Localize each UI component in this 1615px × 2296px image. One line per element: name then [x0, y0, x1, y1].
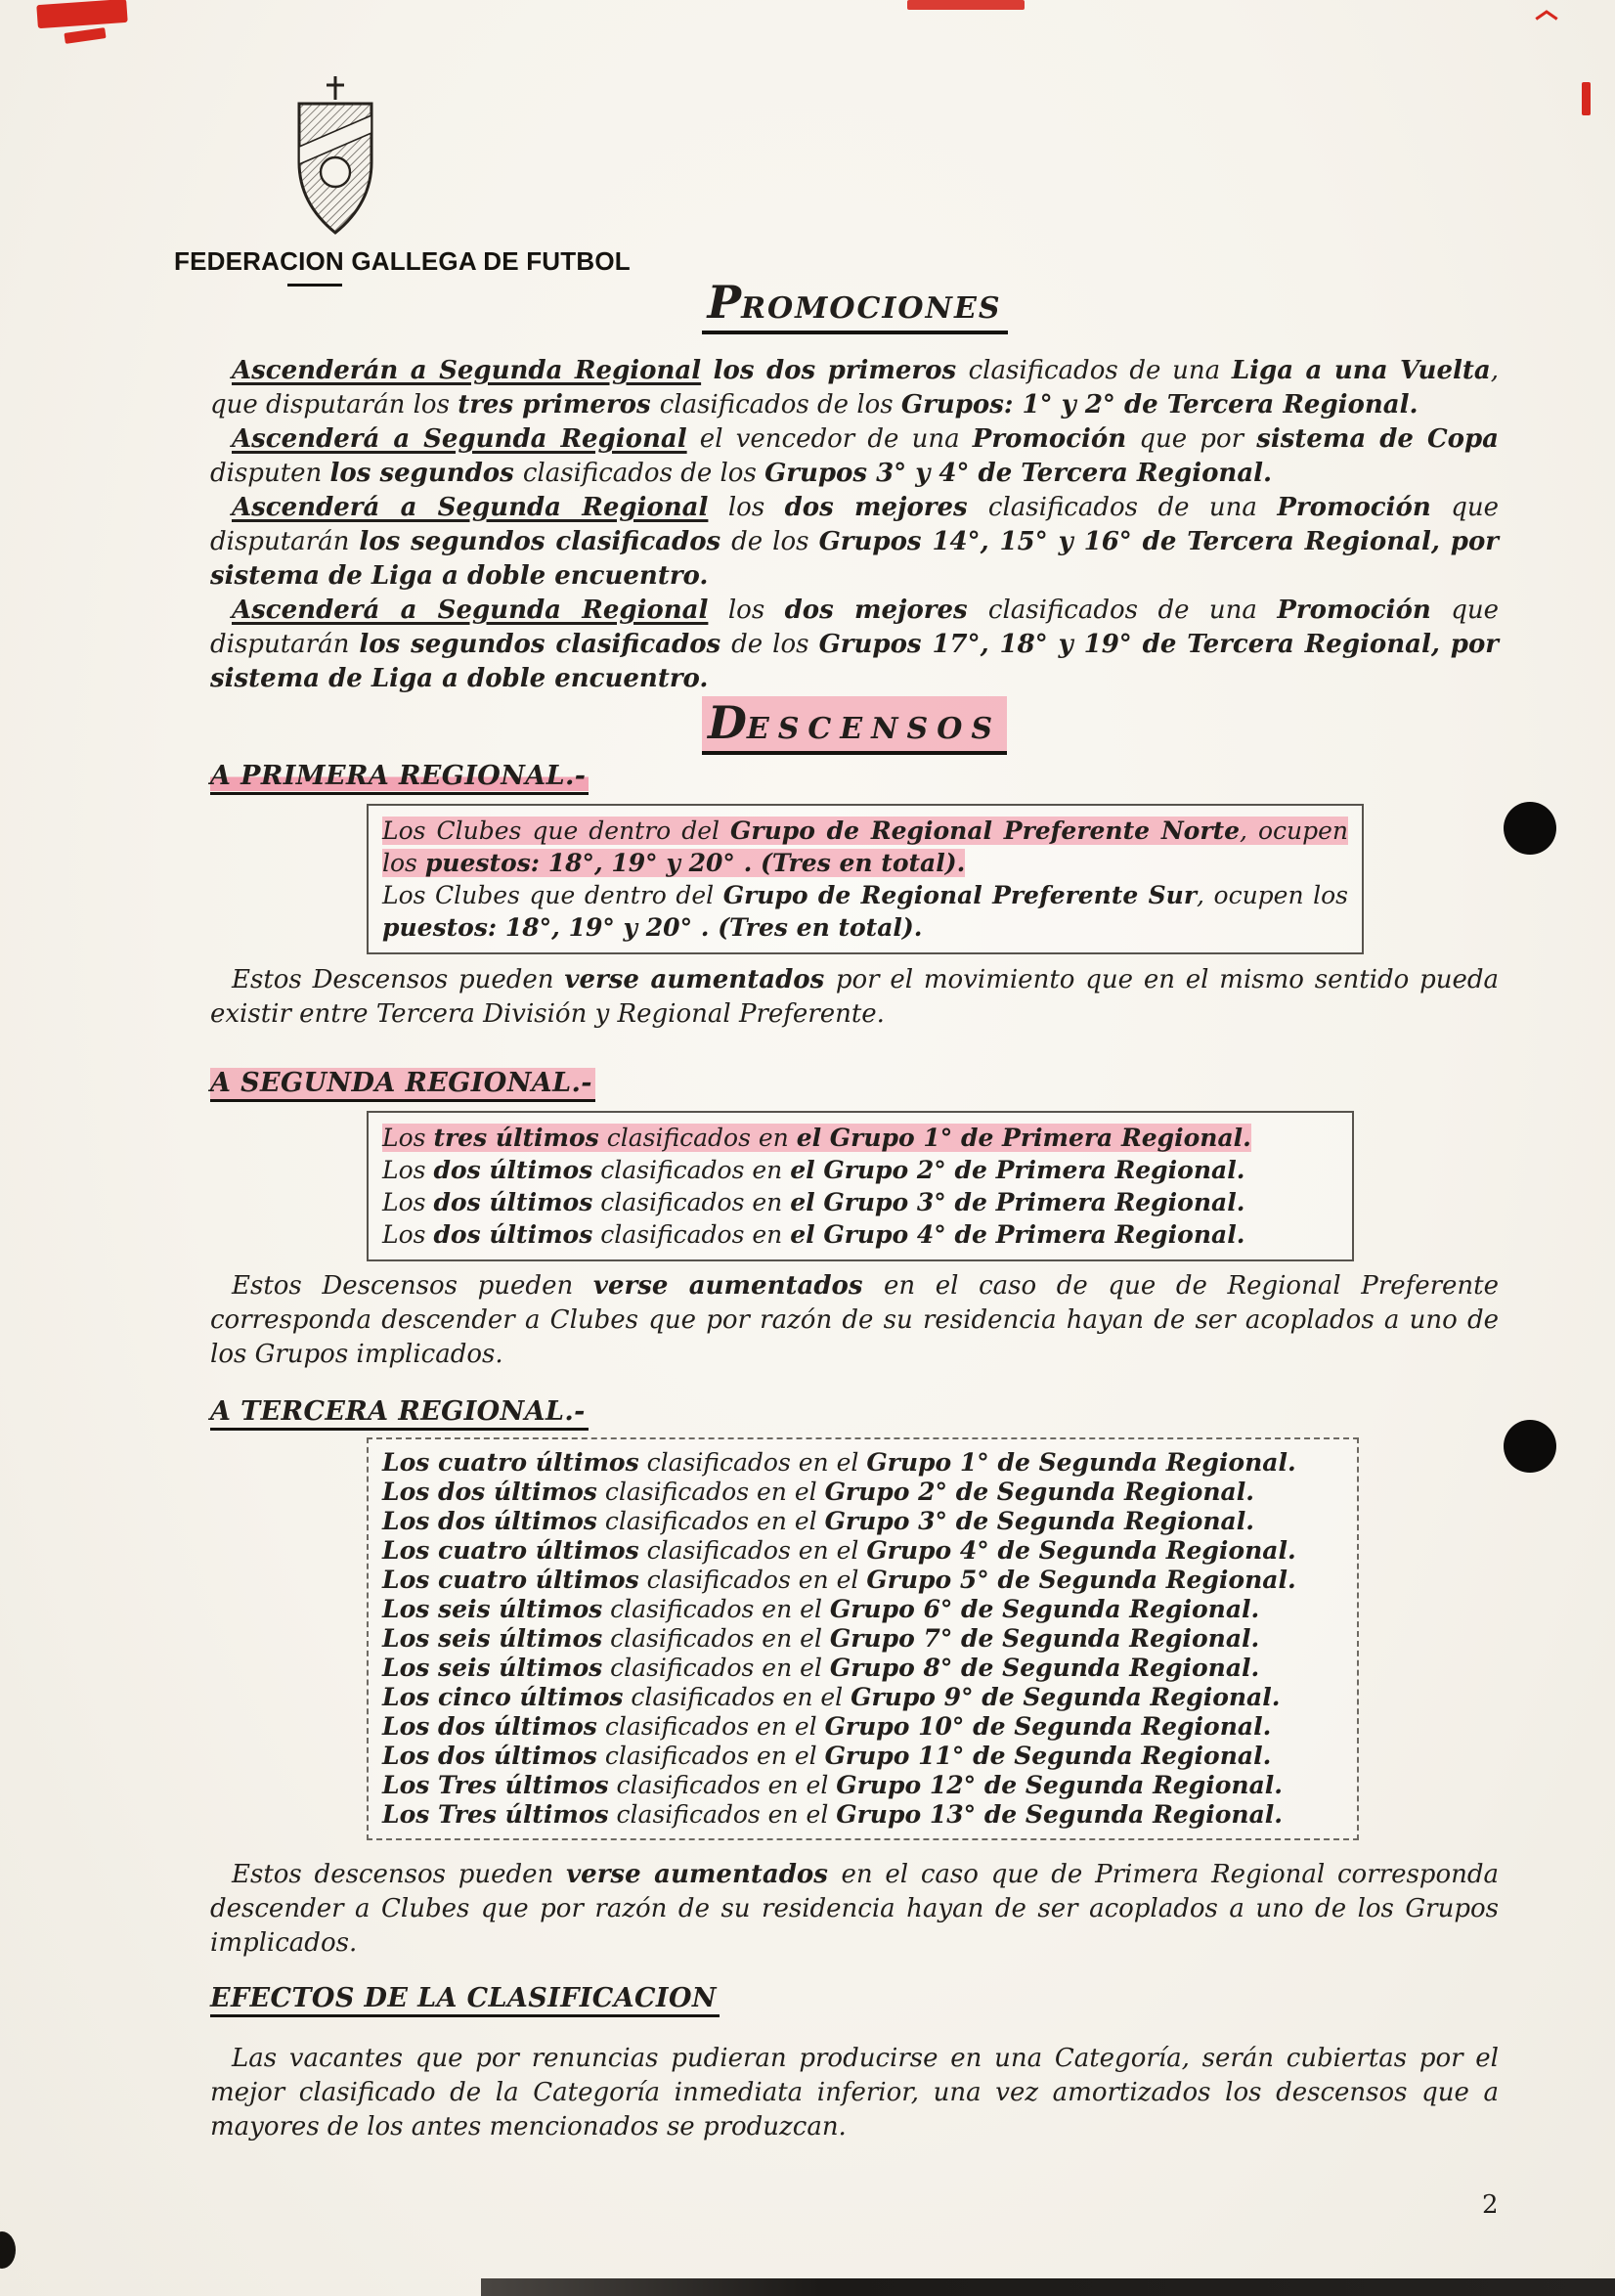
- text-segment: clasificados en el: [608, 1771, 837, 1799]
- text-segment: puestos: 18°, 19° y 20° . (Tres en total).: [424, 849, 966, 877]
- organization-name: FEDERACION GALLEGA DE FUTBOL: [174, 246, 631, 276]
- text-segment: , ocupen los: [1197, 881, 1349, 909]
- text-segment: clasificados en el: [602, 1624, 830, 1653]
- text-segment: sistema de Copa: [1256, 424, 1500, 454]
- text-segment: Grupos: 1° y 2° de Tercera Regional.: [900, 390, 1419, 419]
- text-segment: el Grupo 1° de Primera Regional.: [796, 1124, 1251, 1152]
- text-segment: los segundos clasificados: [359, 630, 732, 659]
- relegation-box-tercera: [367, 1437, 1359, 1840]
- text-segment: clasificados en: [598, 1124, 797, 1152]
- text-segment: los: [708, 596, 785, 625]
- title-initial: P: [707, 276, 742, 329]
- scan-mark-red: [36, 0, 127, 28]
- text-segment: Grupo 8° de Segunda Regional.: [829, 1654, 1260, 1682]
- text-segment: verse aumentados: [592, 1271, 884, 1301]
- text-segment: Ascenderá a Segunda Regional: [232, 493, 709, 522]
- relegation-rule-line: [382, 1800, 1343, 1830]
- hole-punch-dot: [1504, 802, 1556, 855]
- title-rest: ROMOCIONES: [741, 291, 1002, 326]
- text-segment: Grupos 14°, 15° y 16° de Tercera Regional, por sistema de Liga a doble encuentro.: [210, 527, 1499, 591]
- text-segment: Los dos últimos: [382, 1478, 597, 1506]
- text-segment: dos últimos: [433, 1156, 593, 1184]
- text-segment: Los cinco últimos: [382, 1683, 624, 1711]
- relegation-rule-line: [382, 1712, 1343, 1742]
- text-segment: Ascenderán a Segunda Regional: [232, 356, 702, 385]
- relegation-rule-line: [382, 1771, 1343, 1800]
- text-segment: clasificados en el: [602, 1595, 830, 1623]
- text-segment: clasificados en el: [608, 1800, 837, 1829]
- text-segment: en el caso de que de Regional Preferente corresponda descender a Clubes que por razón de su residencia hayan de ser acoplados a uno de los Grupos implicados.: [210, 1271, 1500, 1369]
- text-segment: clasificados de una: [987, 493, 1278, 522]
- text-segment: Grupo 2° de Segunda Regional.: [824, 1478, 1254, 1506]
- efectos-paragraph: [210, 2042, 1499, 2144]
- text-segment: Grupo 7° de Segunda Regional.: [829, 1624, 1260, 1653]
- text-segment: Los cuatro últimos: [382, 1566, 639, 1594]
- text-segment: dos últimos: [433, 1220, 593, 1249]
- text-segment: Grupo 9° de Segunda Regional.: [851, 1683, 1281, 1711]
- text-segment: el Grupo 4° de Primera Regional.: [790, 1220, 1245, 1249]
- heading-text: EFECTOS DE LA CLASIFICACION: [210, 1983, 720, 2017]
- text-segment: disputen: [210, 459, 330, 488]
- relegation-rule-line: [382, 815, 1348, 879]
- text-segment: clasificados en el: [638, 1448, 867, 1477]
- heading-efectos-clasificacion: [210, 1983, 1499, 2017]
- text-segment: Las vacantes que por renuncias pudieran producirse en una Categoría, serán cubiertas por el mejor clasificado de la Categoría inmediata inferior, una vez amortizados los descensos que a mayores de los antes mencionados se produzcan.: [210, 2044, 1499, 2141]
- text-segment: Los Clubes que dentro del: [382, 817, 731, 845]
- relegation-box-primera: [367, 804, 1364, 954]
- descensos-title: [210, 696, 1499, 755]
- text-segment: Grupo 13° de Segunda Regional.: [836, 1800, 1283, 1829]
- text-segment: que por: [1126, 424, 1257, 454]
- text-segment: Los Tres últimos: [382, 1800, 609, 1829]
- text-segment: clasificados en el: [638, 1536, 867, 1565]
- text-segment: Los Tres últimos: [382, 1771, 609, 1799]
- text-segment: Los dos últimos: [382, 1712, 597, 1741]
- text-segment: Los: [382, 1220, 434, 1249]
- relegation-rule-line: [382, 1507, 1343, 1536]
- relegation-note: [210, 963, 1499, 1032]
- text-segment: Grupos 3° y 4° de Tercera Regional.: [764, 459, 1273, 488]
- heading-a-segunda-regional: [210, 1068, 1499, 1102]
- text-segment: los segundos: [329, 459, 523, 488]
- text-segment: que disputarán: [210, 493, 1499, 556]
- text-segment: clasificados en: [592, 1156, 791, 1184]
- scan-mark-red: [64, 27, 106, 44]
- text-segment: Grupo 10° de Segunda Regional.: [824, 1712, 1272, 1741]
- text-segment: Los cuatro últimos: [382, 1536, 639, 1565]
- text-segment: , que disputarán los: [210, 356, 1499, 419]
- relegation-rule-line: [382, 1122, 1338, 1154]
- text-segment: Grupo 12° de Segunda Regional.: [836, 1771, 1283, 1799]
- relegation-rule-line: [382, 1186, 1338, 1218]
- text-segment: de los: [731, 527, 819, 556]
- heading-a-tercera-regional: [210, 1396, 1499, 1431]
- text-segment: Grupo 5° de Segunda Regional.: [866, 1566, 1296, 1594]
- relegation-rule-line: [382, 1654, 1343, 1683]
- text-segment: Los dos últimos: [382, 1742, 597, 1770]
- heading-text: A TERCERA REGIONAL.-: [210, 1396, 589, 1431]
- text-segment: clasificados de los: [522, 459, 765, 488]
- text-segment: el Grupo 2° de Primera Regional.: [790, 1156, 1245, 1184]
- page-number: 2: [1482, 2190, 1499, 2220]
- promotion-rule-paragraph: [210, 594, 1499, 696]
- text-segment: dos mejores: [784, 493, 988, 522]
- text-segment: Estos descensos pueden: [232, 1860, 567, 1889]
- text-segment: clasificados en: [592, 1188, 791, 1216]
- promotion-rule-paragraph: [210, 354, 1499, 422]
- text-segment: puestos: 18°, 19° y 20° . (Tres en total).: [382, 913, 923, 942]
- title-rest: ESCENSOS: [746, 712, 1002, 746]
- text-segment: Promoción: [1277, 493, 1431, 522]
- text-segment: clasificados en el: [638, 1566, 867, 1594]
- scan-mark-red: [907, 0, 1025, 10]
- text-segment: Los: [382, 1124, 434, 1152]
- relegation-rule-line: [382, 1624, 1343, 1654]
- relegation-rule-line: [382, 1742, 1343, 1771]
- text-segment: Grupos 17°, 18° y 19° de Tercera Regional, por sistema de Liga a doble encuentro.: [210, 630, 1499, 693]
- promotion-rule-paragraph: [210, 491, 1499, 594]
- heading-a-primera-regional: [210, 761, 1499, 795]
- text-segment: en el caso que de Primera Regional corresponda descender a Clubes que por razón de su residencia hayan de ser acoplados a uno de los Grupos implicados.: [210, 1860, 1499, 1958]
- relegation-rule-line: [382, 1683, 1343, 1712]
- relegation-rule-line: [382, 1566, 1343, 1595]
- text-segment: los dos primeros: [701, 356, 969, 385]
- text-segment: Promoción: [972, 424, 1127, 454]
- text-segment: Los seis últimos: [382, 1595, 603, 1623]
- text-segment: clasificados en el: [623, 1683, 851, 1711]
- text-segment: Los seis últimos: [382, 1624, 603, 1653]
- text-segment: Estos Descensos pueden: [232, 1271, 593, 1301]
- text-segment: tres últimos: [433, 1124, 599, 1152]
- text-segment: Los: [382, 1156, 434, 1184]
- text-segment: Los cuatro últimos: [382, 1448, 639, 1477]
- text-segment: clasificados en el: [596, 1478, 825, 1506]
- promociones-title: [210, 276, 1499, 334]
- text-segment: Ascenderá a Segunda Regional: [232, 424, 687, 454]
- text-segment: clasificados en el: [602, 1654, 830, 1682]
- text-segment: Estos Descensos pueden: [232, 965, 565, 994]
- text-segment: dos últimos: [433, 1188, 593, 1216]
- text-segment: los: [708, 493, 785, 522]
- text-segment: verse aumentados: [566, 1860, 842, 1889]
- text-segment: Grupo de Regional Preferente Sur: [722, 881, 1198, 909]
- text-segment: tres primeros: [458, 390, 660, 419]
- hole-punch-dot: [1504, 1420, 1556, 1473]
- text-segment: clasificados de una: [987, 596, 1278, 625]
- text-segment: Ascenderá a Segunda Regional: [232, 596, 709, 625]
- relegation-rule-line: [382, 1478, 1343, 1507]
- text-segment: de los: [731, 630, 819, 659]
- scan-mark-red: [1582, 82, 1591, 115]
- text-segment: Los seis últimos: [382, 1654, 603, 1682]
- relegation-note: [210, 1269, 1499, 1372]
- relegation-rule-line: [382, 879, 1348, 944]
- relegation-rule-line: [382, 1218, 1338, 1251]
- text-segment: Grupo 4° de Segunda Regional.: [866, 1536, 1296, 1565]
- text-segment: que disputarán: [210, 596, 1499, 659]
- promotion-rule-paragraph: [210, 422, 1499, 491]
- text-segment: Los Clubes que dentro del: [382, 881, 723, 909]
- text-segment: clasificados en el: [596, 1742, 825, 1770]
- text-segment: los segundos clasificados: [359, 527, 732, 556]
- text-segment: el vencedor de una: [686, 424, 973, 454]
- text-segment: clasificados de una: [968, 356, 1232, 385]
- text-segment: Grupo de Regional Preferente Norte: [730, 817, 1240, 845]
- text-segment: Grupo 6° de Segunda Regional.: [829, 1595, 1260, 1623]
- relegation-rule-line: [382, 1154, 1338, 1186]
- text-segment: Grupo 11° de Segunda Regional.: [824, 1742, 1272, 1770]
- relegation-note: [210, 1858, 1499, 1961]
- text-segment: Grupo 1° de Segunda Regional.: [866, 1448, 1296, 1477]
- text-segment: Grupo 3° de Segunda Regional.: [824, 1507, 1254, 1535]
- relegation-rule-line: [382, 1595, 1343, 1624]
- scan-mark-blot: [0, 2231, 16, 2269]
- scan-mark-caret-icon: [1535, 8, 1558, 23]
- relegation-box-segunda: [367, 1111, 1354, 1261]
- text-segment: clasificados en el: [596, 1712, 825, 1741]
- federation-crest-logo-icon: [284, 74, 387, 241]
- text-segment: clasificados en el: [596, 1507, 825, 1535]
- text-segment: verse aumentados: [564, 965, 836, 994]
- relegation-rule-line: [382, 1448, 1343, 1478]
- text-segment: Los dos últimos: [382, 1507, 597, 1535]
- title-initial: D: [707, 696, 747, 749]
- text-segment: clasificados de los: [659, 390, 901, 419]
- heading-text: A SEGUNDA REGIONAL.-: [210, 1068, 595, 1102]
- text-segment: dos mejores: [784, 596, 988, 625]
- heading-text: A PRIMERA REGIONAL.-: [210, 761, 589, 795]
- text-segment: Liga a una Vuelta: [1231, 356, 1491, 385]
- scan-edge-bar: [481, 2278, 1615, 2296]
- text-segment: clasificados en: [592, 1220, 791, 1249]
- text-segment: Los: [382, 1188, 434, 1216]
- text-segment: el Grupo 3° de Primera Regional.: [790, 1188, 1245, 1216]
- text-segment: Promoción: [1277, 596, 1431, 625]
- text-segment: por el movimiento que en el mismo sentido pueda existir entre Tercera División y Regional Preferente.: [210, 965, 1500, 1029]
- text-segment: , ocupen los: [382, 817, 1348, 877]
- relegation-rule-line: [382, 1536, 1343, 1566]
